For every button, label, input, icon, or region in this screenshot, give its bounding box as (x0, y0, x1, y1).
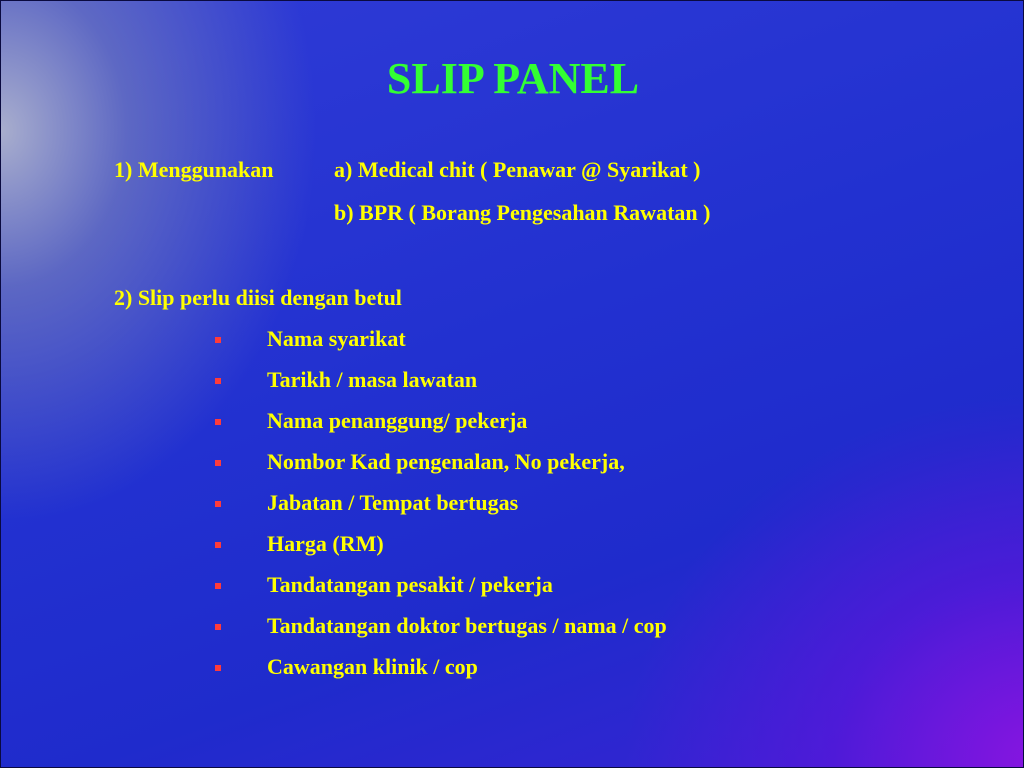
list-item-text: Tarikh / masa lawatan (267, 367, 478, 392)
list-item-text: Tandatangan pesakit / pekerja (267, 572, 553, 597)
list-item (215, 367, 667, 408)
point1-option-b: b) BPR ( Borang Pengesahan Rawatan ) (334, 200, 711, 225)
list-item-text: Nombor Kad pengenalan, No pekerja, (267, 449, 625, 474)
square-bullet-icon (215, 624, 221, 630)
list-item-text: Nama penanggung/ pekerja (267, 408, 528, 433)
square-bullet-icon (215, 583, 221, 589)
square-bullet-icon (215, 378, 221, 384)
list-item (215, 449, 667, 490)
list-item (215, 654, 667, 695)
square-bullet-icon (215, 337, 221, 343)
square-bullet-icon (215, 665, 221, 671)
list-item-text: Jabatan / Tempat bertugas (267, 490, 519, 515)
square-bullet-icon (215, 501, 221, 507)
checklist (215, 326, 667, 695)
square-bullet-icon (215, 542, 221, 548)
square-bullet-icon (215, 460, 221, 466)
list-item (215, 326, 667, 367)
list-item-text: Nama syarikat (267, 326, 406, 351)
list-item (215, 531, 667, 572)
list-item (215, 613, 667, 654)
list-item-text: Cawangan klinik / cop (267, 654, 478, 679)
point1-option-a: a) Medical chit ( Penawar @ Syarikat ) (334, 157, 701, 182)
list-item-text: Tandatangan doktor bertugas / nama / cop (267, 613, 667, 638)
slide-title: SLIP PANEL (386, 54, 640, 103)
square-bullet-icon (215, 419, 221, 425)
list-item (215, 408, 667, 449)
point2-label: 2) Slip perlu diisi dengan betul (114, 285, 402, 310)
point1-label: 1) Menggunakan (114, 157, 274, 182)
list-item (215, 490, 667, 531)
list-item (215, 572, 667, 613)
list-item-text: Harga (RM) (267, 531, 384, 556)
